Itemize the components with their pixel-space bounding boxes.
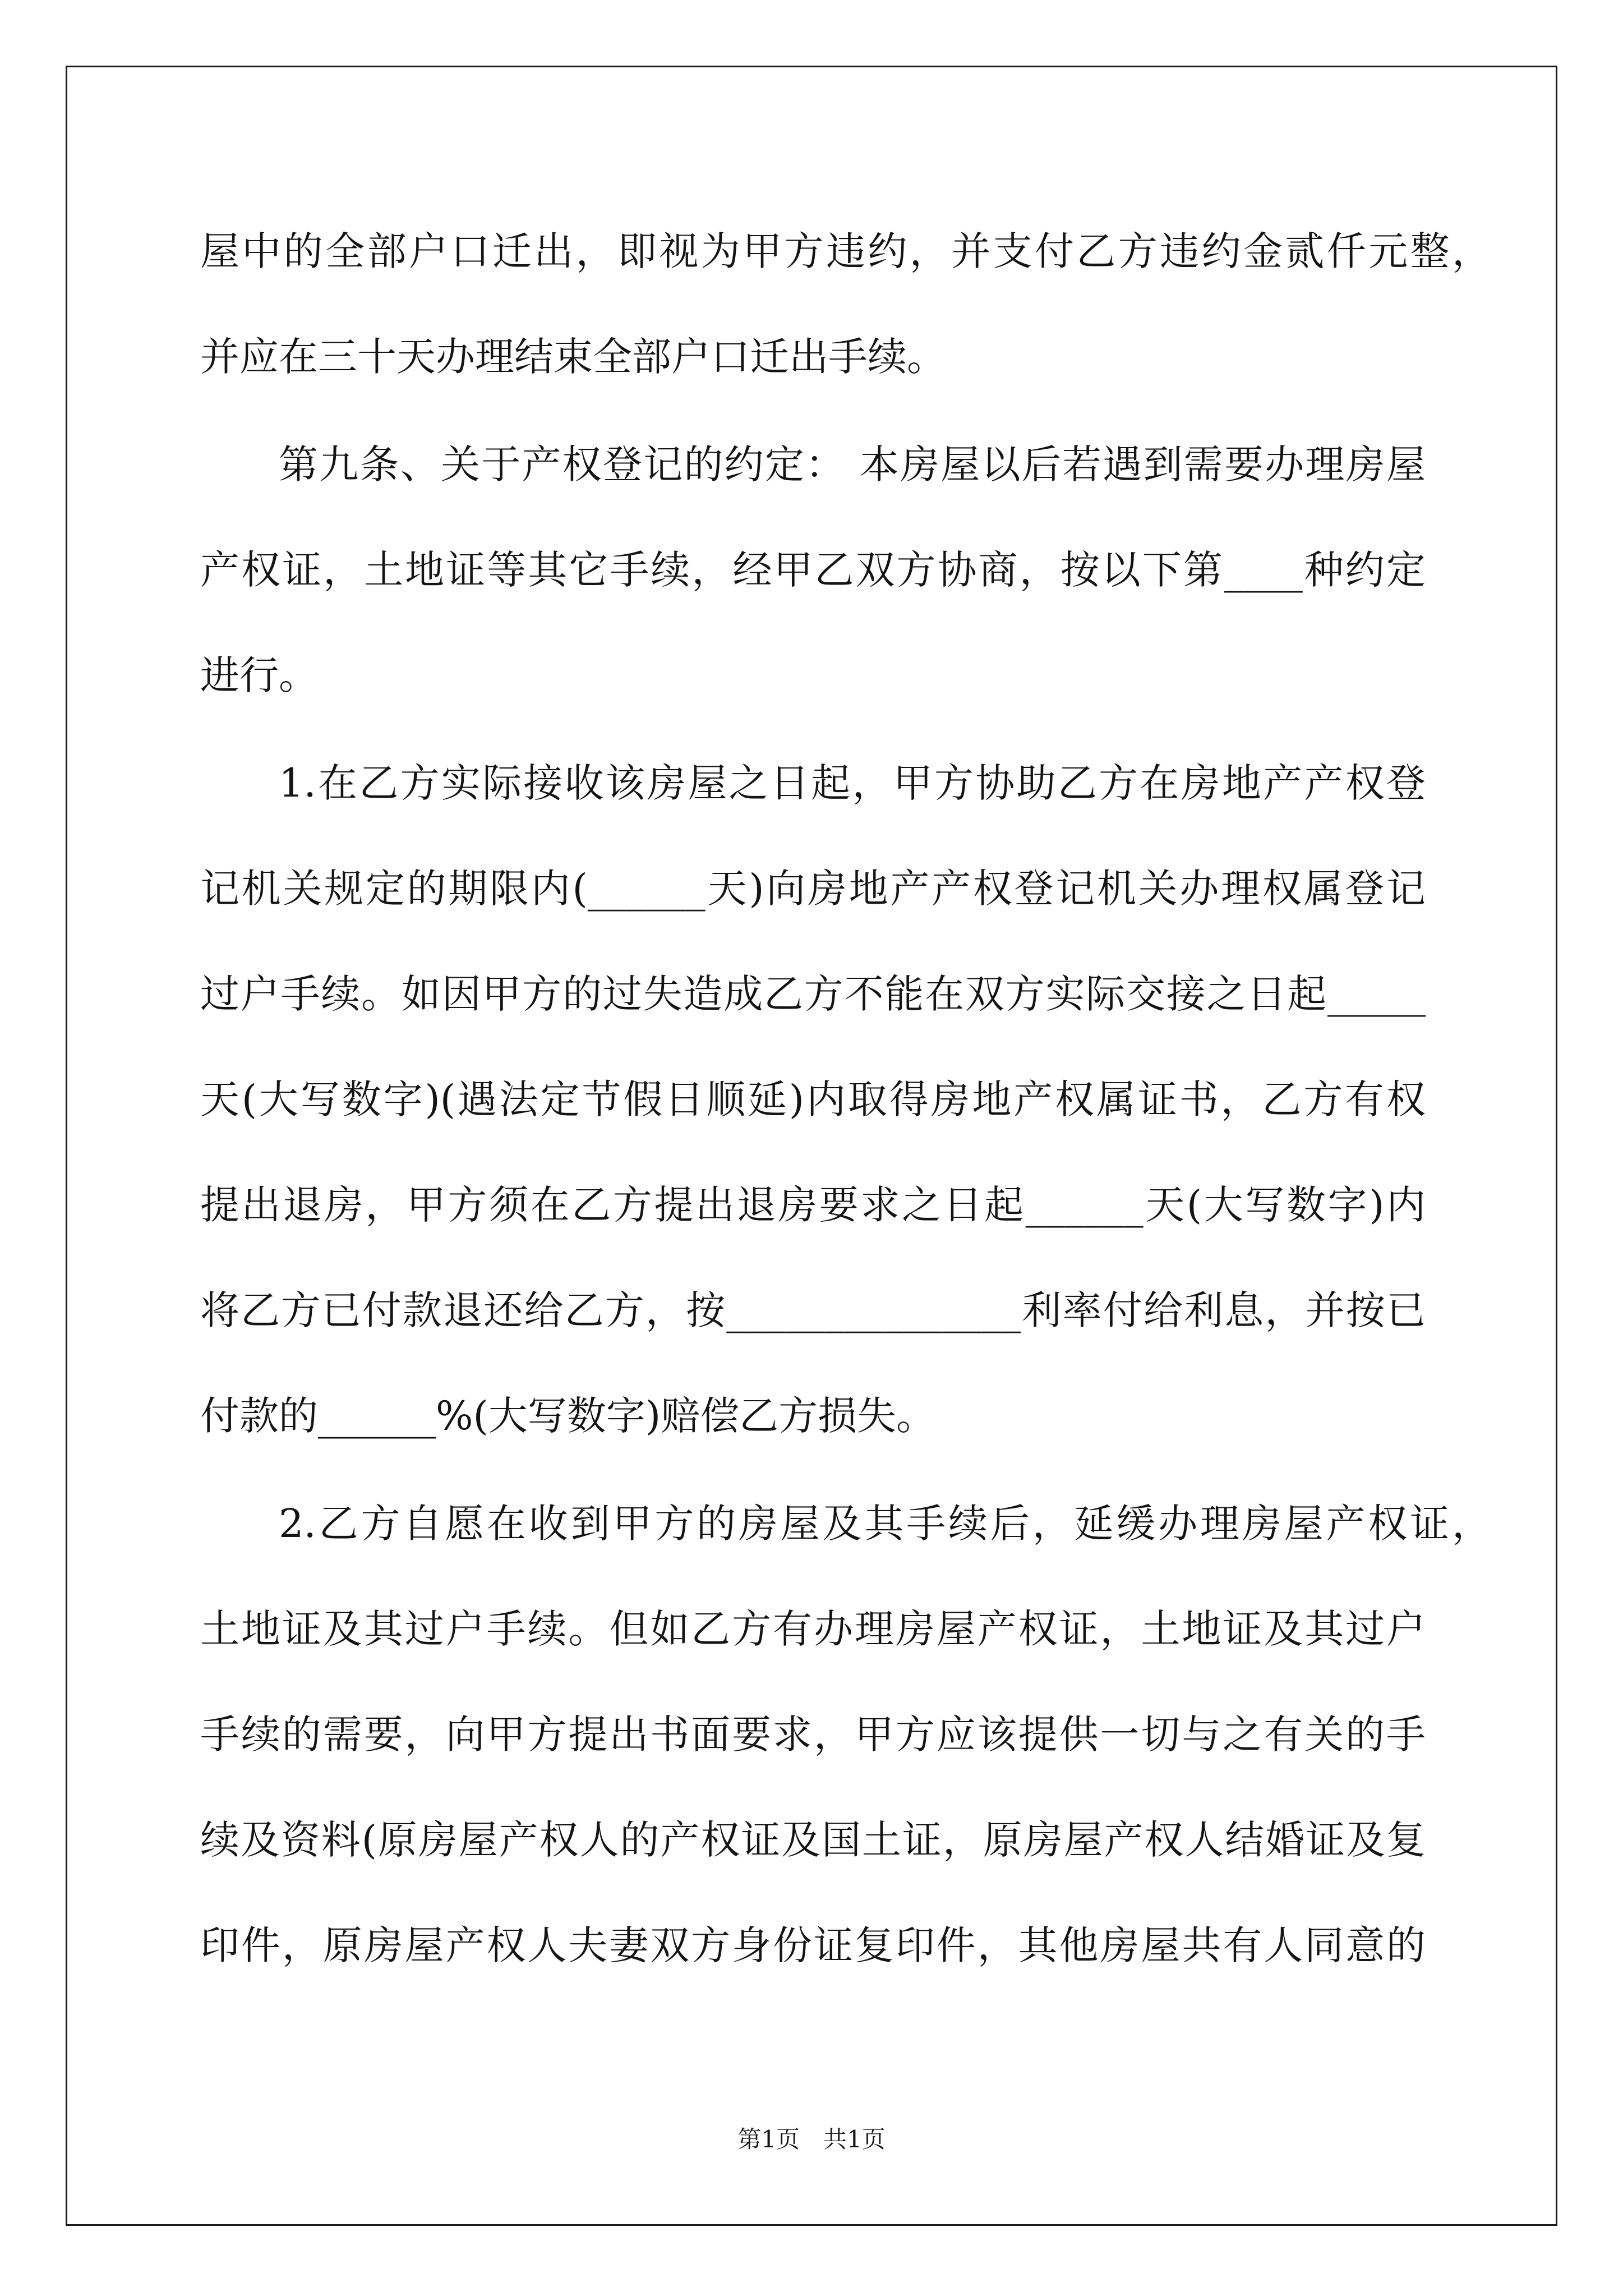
text-line: 印件，原房屋产权人夫妻双方身份证复印件，其他房屋共有人同意的 [200, 1922, 1426, 1968]
text-line: 土地证及其过户手续。但如乙方有办理房屋产权证，土地证及其过户 [200, 1606, 1426, 1652]
text-line: 付款的______%(大写数字)赔偿乙方损失。 [200, 1393, 936, 1439]
text-line: 屋中的全部户口迁出，即视为甲方违约，并支付乙方违约金贰仟元整， [200, 228, 1491, 274]
text-line: 进行。 [200, 652, 318, 698]
paragraph-article-9 [200, 412, 1426, 728]
text-line: 产权证，土地证等其它手续，经甲乙双方协商，按以下第____种约定 [200, 547, 1426, 593]
text-line: 过户手续。如因甲方的过失造成乙方不能在双方实际交接之日起_____ [200, 971, 1426, 1017]
text-line: 2.乙方自愿在收到甲方的房屋及其手续后，延缓办理房屋产权证， [279, 1501, 1491, 1547]
page-footer: 第1页 共1页 [737, 2125, 886, 2153]
text-line: 并应在三十天办理结束全部户口迁出手续。 [200, 334, 946, 380]
paragraph-item-1 [200, 730, 1426, 1469]
text-line: 将乙方已付款退还给乙方，按_______________利率付给利息，并按已 [200, 1287, 1426, 1333]
document-body [200, 199, 1491, 1998]
text-line: 第九条、关于产权登记的约定： 本房屋以后若遇到需要办理房屋 [279, 441, 1426, 487]
text-line: 续及资料(原房屋产权人的产权证及国土证，原房屋产权人结婚证及复 [200, 1817, 1426, 1863]
paragraph-item-2 [200, 1471, 1491, 1998]
text-line: 天(大写数字)(遇法定节假日顺延)内取得房地产权属证书，乙方有权 [200, 1076, 1426, 1122]
text-line: 提出退房，甲方须在乙方提出退房要求之日起______天(大写数字)内 [200, 1182, 1426, 1228]
text-line: 手续的需要，向甲方提出书面要求，甲方应该提供一切与之有关的手 [200, 1711, 1426, 1757]
text-line: 记机关规定的期限内(______天)向房地产产权登记机关办理权属登记 [200, 866, 1426, 912]
paragraph-continuation [200, 199, 1491, 409]
text-line: 1.在乙方实际接收该房屋之日起，甲方协助乙方在房地产产权登 [279, 760, 1426, 806]
